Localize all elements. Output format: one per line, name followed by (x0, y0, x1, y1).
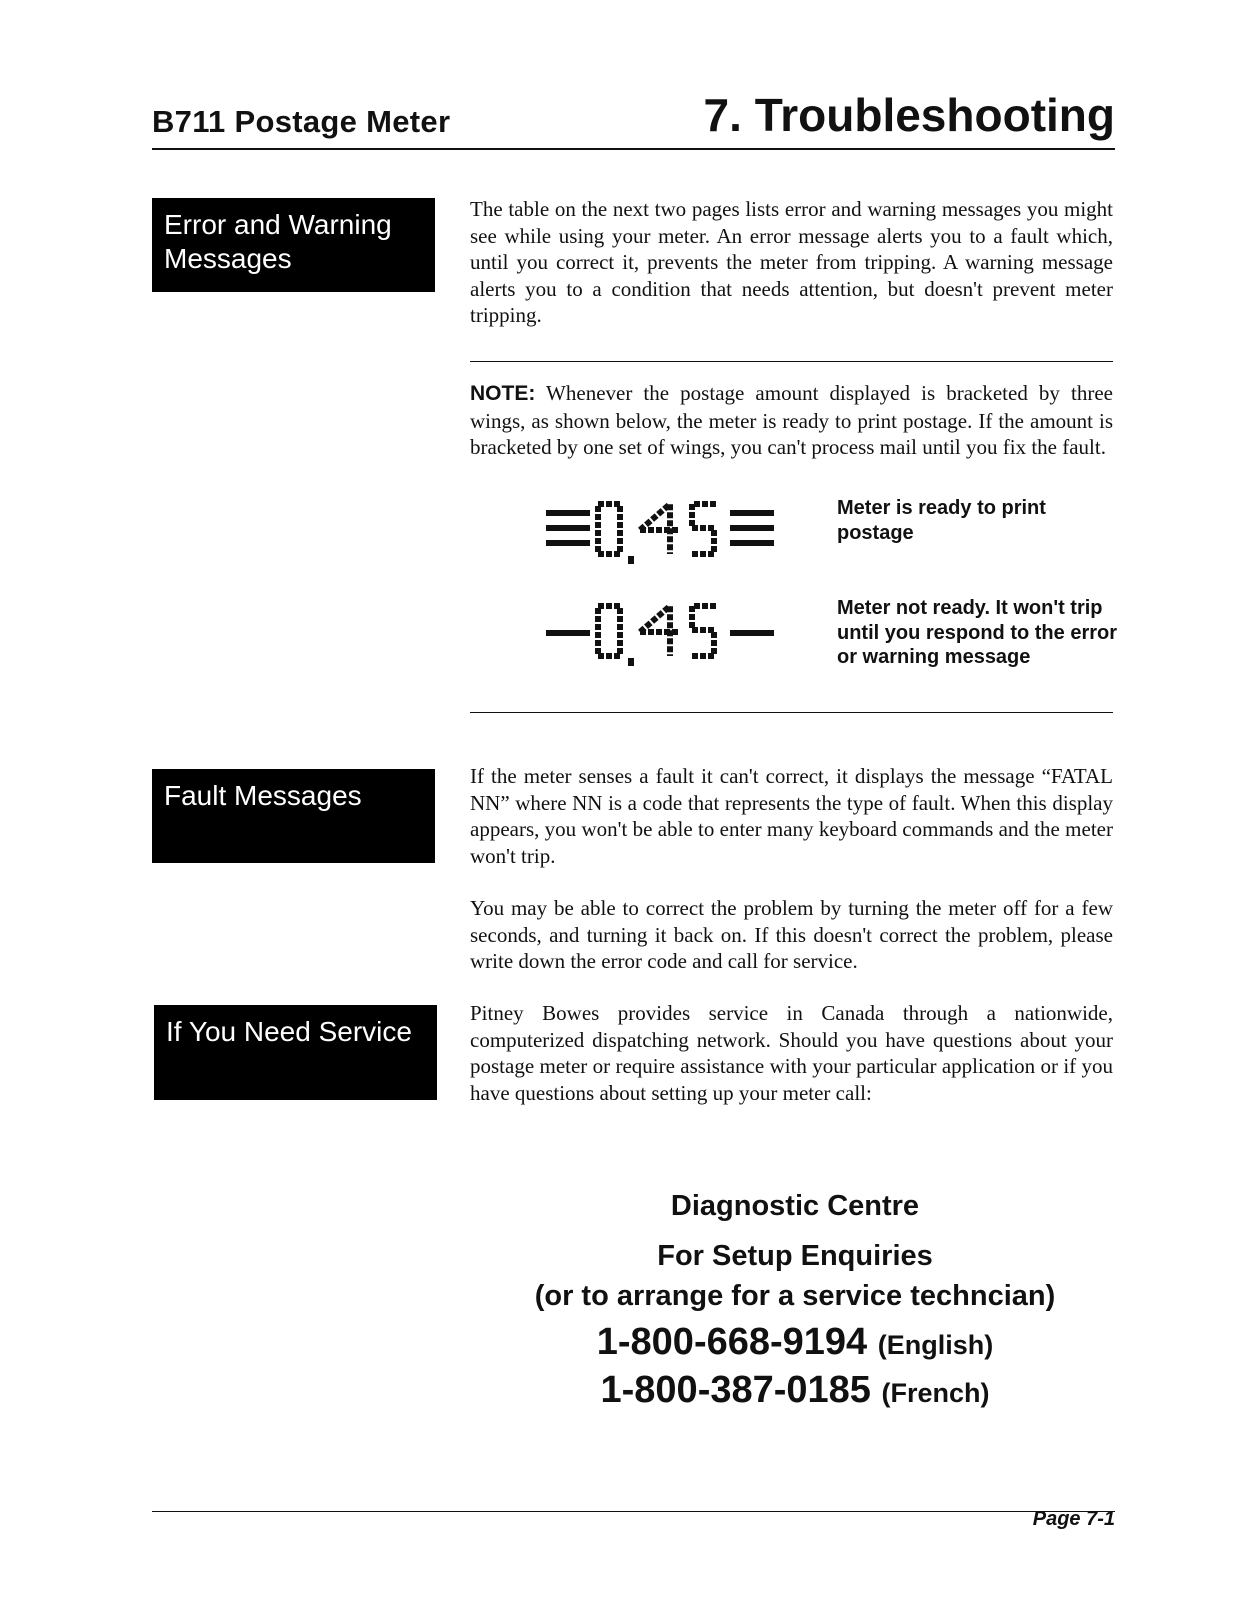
phone-french-language: (French) (881, 1378, 990, 1408)
footer-divider (152, 1511, 1115, 1512)
wing-mark-right (730, 630, 774, 636)
note-label: NOTE: (470, 382, 536, 405)
fault-paragraph-2: You may be able to correct the problem by turning the meter off for a few seconds, and turning it back on. If this doesn't correct the problem, please write down the error code and call for service. (470, 896, 1113, 973)
contact-line-technician: (or to arrange for a service techncian) (534, 1280, 1056, 1312)
note-top-divider (470, 361, 1113, 362)
digit-four (640, 504, 680, 554)
wing-mark-left (546, 630, 590, 636)
phone-english-number: 1-800-668-9194 (596, 1321, 868, 1363)
note-bottom-divider (470, 712, 1113, 713)
digit-five (690, 606, 716, 656)
wing-marks-right (730, 510, 774, 546)
meter-display-ready (540, 494, 780, 570)
section-heading-fault: Fault Messages (152, 769, 435, 863)
decimal-point (628, 658, 634, 666)
digit-zero (598, 504, 620, 554)
phone-french (470, 1366, 1120, 1417)
decimal-point (628, 556, 634, 564)
document-title: B711 Postage Meter (152, 104, 451, 139)
digit-zero (598, 606, 620, 656)
display-ready-caption: Meter is ready to print postage (837, 497, 1046, 544)
section-heading-service: If You Need Service (154, 1005, 437, 1100)
display-not-ready-caption: Meter not ready. It won't trip until you respond to the error or warning message (837, 597, 1118, 668)
header-divider (152, 148, 1115, 150)
meter-display-not-ready (540, 596, 780, 672)
error-warning-paragraph: The table on the next two pages lists error and warning messages you might see while using your meter. An error message alerts you to a fault which, until you correct it, prevents the meter from tripping. A warning message alerts you to a condition that needs attention, but doesn't prevent meter tripping. (470, 197, 1113, 327)
phone-english-language: (English) (877, 1330, 994, 1360)
section-heading-error-warning: Error and Warning Messages (152, 198, 435, 292)
page-number: Page 7-1 (1032, 1508, 1115, 1530)
phone-english (470, 1318, 1120, 1369)
fault-paragraph-1: If the meter senses a fault it can't correct, it displays the message “FATAL NN” where NN is a code that represents the type of fault. When this display appears, you won't be able to enter many keyboard commands and the meter won't trip. (470, 764, 1113, 868)
phone-french-number: 1-800-387-0185 (600, 1369, 871, 1411)
contact-line-diagnostic: Diagnostic Centre (670, 1190, 920, 1222)
contact-line-setup: For Setup Enquiries (657, 1240, 933, 1272)
digit-five (690, 504, 716, 554)
chapter-title: 7. Troubleshooting (703, 89, 1115, 141)
note-text: Whenever the postage amount displayed is bracketed by three wings, as shown below, the meter is ready to print postage. If the amount is bracketed by one set of wings, you can't process mail until you fix the fault. (470, 381, 1113, 459)
wing-marks-left (546, 510, 590, 546)
note-paragraph (470, 380, 1113, 461)
service-paragraph: Pitney Bowes provides service in Canada through a nationwide, computerized dispatching network. Should you have questions about your postage meter or require assistance with your particular application or if you have questions about setting up your meter call: (470, 1001, 1113, 1105)
digit-four (640, 606, 680, 656)
